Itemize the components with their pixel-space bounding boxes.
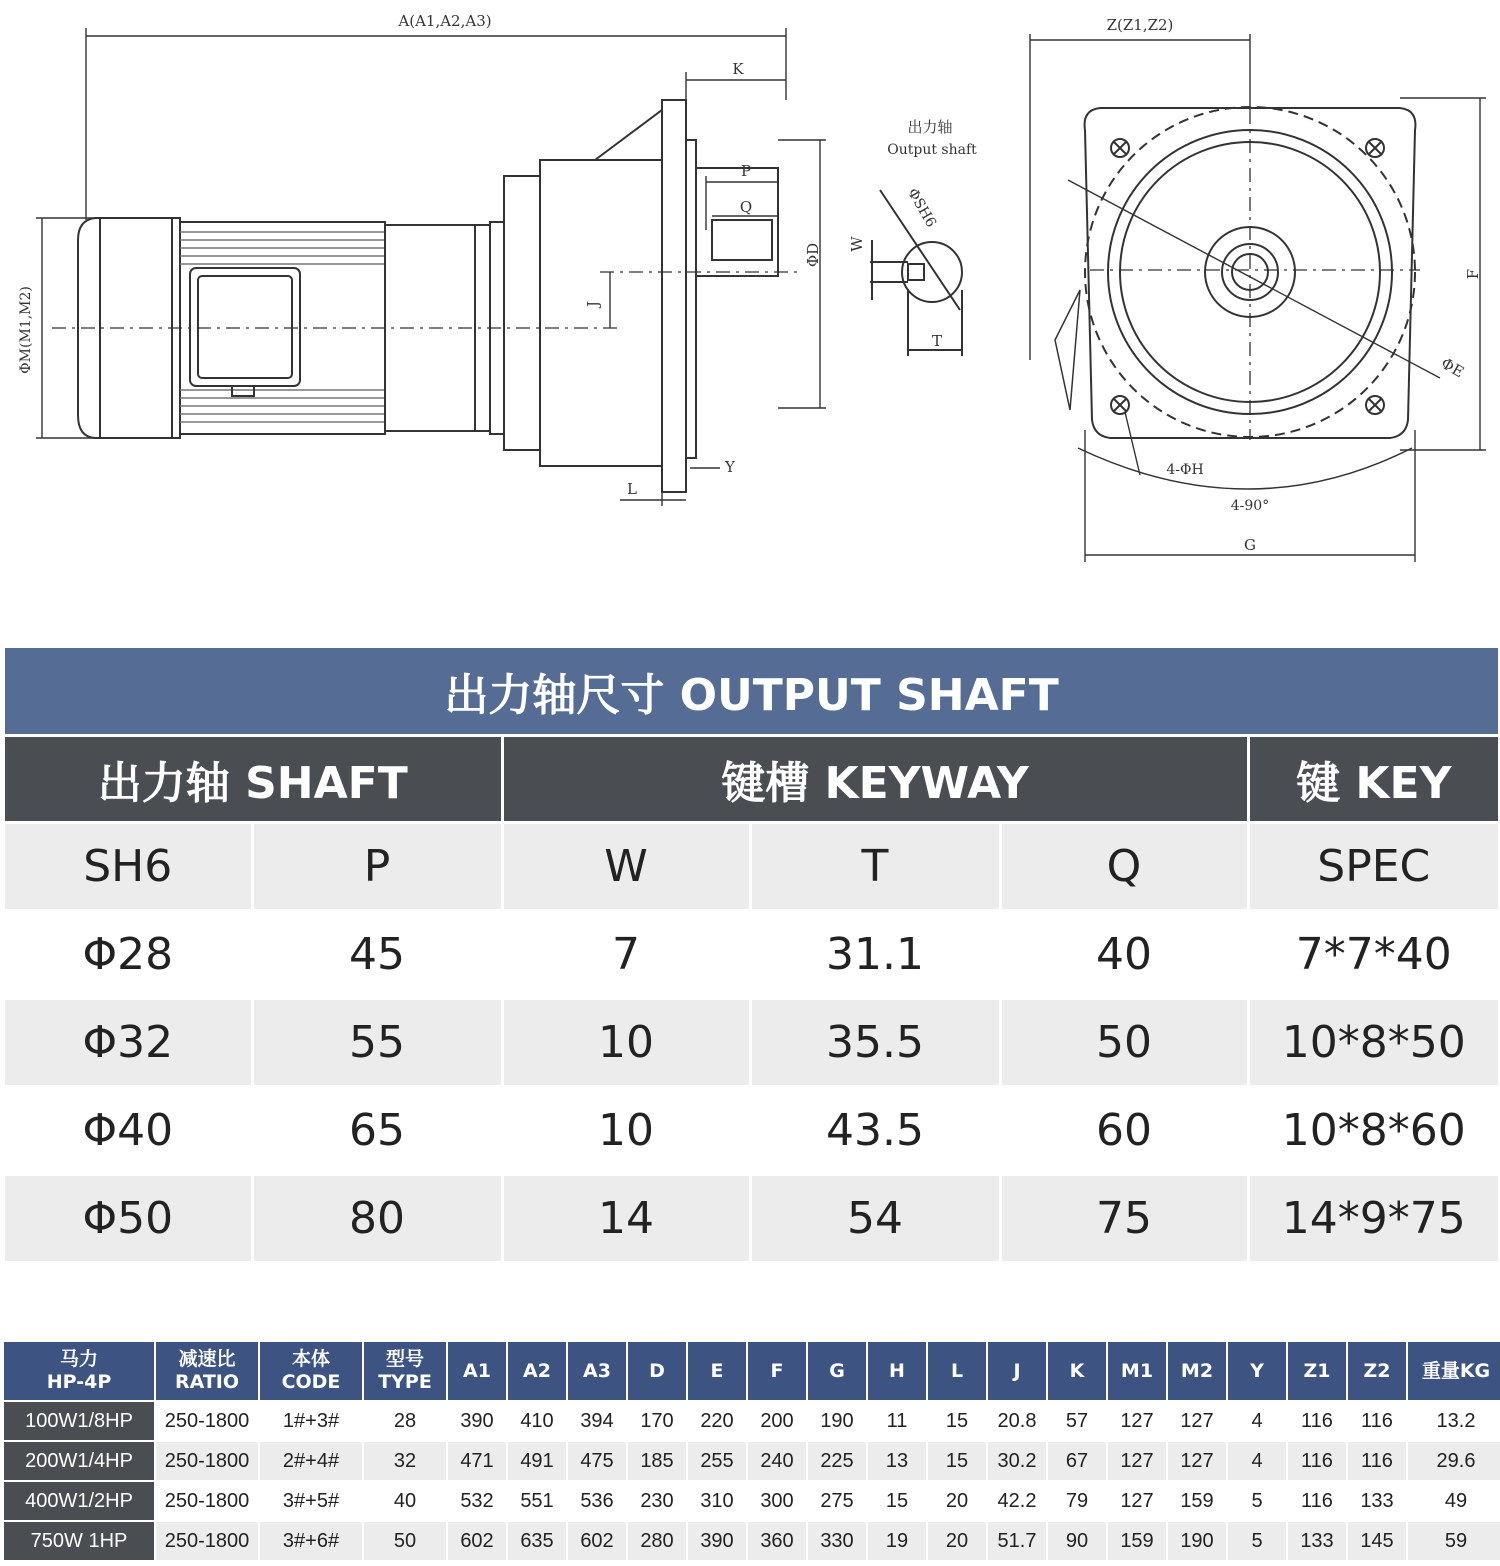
cell: 50	[1000, 999, 1248, 1087]
dim-cell: 200	[747, 1401, 807, 1441]
cell: 75	[1000, 1175, 1248, 1262]
dim-header-19	[1347, 1341, 1407, 1401]
dim-cell: 90	[1047, 1521, 1107, 1561]
dim-header-17	[1227, 1341, 1287, 1401]
dim-cell: 240	[747, 1441, 807, 1481]
dim-header-9	[747, 1341, 807, 1401]
dim-cell: 20	[927, 1521, 987, 1561]
cell: Φ50	[5, 1175, 252, 1262]
dim-cell: 471	[447, 1441, 507, 1481]
dim-cell: 127	[1167, 1441, 1227, 1481]
dimension-row	[3, 1401, 1500, 1441]
dim-cell: 360	[747, 1521, 807, 1561]
col-q: Q	[1000, 823, 1248, 911]
dim-cell: 390	[447, 1401, 507, 1441]
dim-cell: 29.6	[1407, 1441, 1500, 1481]
col-spec: SPEC	[1248, 823, 1498, 911]
dim-header-12	[927, 1341, 987, 1401]
dim-cell: 127	[1167, 1401, 1227, 1441]
hp-cell: 200W1/4HP	[3, 1441, 155, 1481]
dim-cell: 250-1800	[155, 1441, 259, 1481]
cell: Φ40	[5, 1087, 252, 1175]
cell: 7*7*40	[1248, 911, 1498, 999]
dim-header-16	[1167, 1341, 1227, 1401]
dim-cell: 491	[507, 1441, 567, 1481]
dim-cell: 127	[1107, 1481, 1167, 1521]
dim-header-en: K	[1069, 1359, 1085, 1382]
cell: 10*8*60	[1248, 1087, 1498, 1175]
dim-cell: 185	[627, 1441, 687, 1481]
dim-header-7	[627, 1341, 687, 1401]
dim-cell: 19	[867, 1521, 927, 1561]
dim-header-2	[259, 1341, 363, 1401]
dim-cell: 1#+3#	[259, 1401, 363, 1441]
label-F: F	[1464, 268, 1482, 280]
dim-cell: 390	[687, 1521, 747, 1561]
dim-cell: 475	[567, 1441, 627, 1481]
col-t: T	[750, 823, 1000, 911]
dim-header-en: L	[950, 1359, 964, 1382]
dim-header-14	[1047, 1341, 1107, 1401]
dimension-row	[3, 1481, 1500, 1521]
dim-cell: 280	[627, 1521, 687, 1561]
label-H: 4-ΦH	[1166, 462, 1204, 478]
cell: 31.1	[750, 911, 1000, 999]
label-Q: Q	[739, 198, 753, 216]
dim-header-en: Z2	[1363, 1359, 1391, 1382]
gearbox-rear	[504, 176, 540, 450]
dim-header-en: D	[649, 1359, 665, 1382]
cell: 10	[502, 1087, 750, 1175]
dim-header-15	[1107, 1341, 1167, 1401]
cell: 43.5	[750, 1087, 1000, 1175]
group-key: 键 KEY	[1248, 736, 1498, 823]
dim-cell: 116	[1347, 1401, 1407, 1441]
dim-header-20	[1407, 1341, 1500, 1401]
output-shaft-detail	[870, 190, 962, 356]
label-M: ΦM(M1,M2)	[18, 286, 34, 374]
dim-cell: 20	[927, 1481, 987, 1521]
dim-cell: 15	[927, 1441, 987, 1481]
cell: Φ32	[5, 999, 252, 1087]
dim-cell: 170	[627, 1401, 687, 1441]
dim-cell: 394	[567, 1401, 627, 1441]
shaft-boss	[1205, 227, 1295, 317]
dim-cell: 116	[1287, 1481, 1347, 1521]
dim-cell: 13.2	[1407, 1401, 1500, 1441]
cell: 35.5	[750, 999, 1000, 1087]
dim-cell: 330	[807, 1521, 867, 1561]
dim-header-13	[987, 1341, 1047, 1401]
shaft-row	[5, 1087, 1498, 1175]
cell: 14*9*75	[1248, 1175, 1498, 1262]
dim-cell: 532	[447, 1481, 507, 1521]
cell: 60	[1000, 1087, 1248, 1175]
dim-header-4	[447, 1341, 507, 1401]
dim-header-en: RATIO	[174, 1371, 240, 1393]
dim-header-cn: 马力	[59, 1348, 98, 1370]
dim-cell: 190	[1167, 1521, 1227, 1561]
dim-cell: 5	[1227, 1481, 1287, 1521]
dim-cell: 133	[1287, 1521, 1347, 1561]
cell: 65	[252, 1087, 502, 1175]
dim-cell: 225	[807, 1441, 867, 1481]
col-sh6: SH6	[5, 823, 252, 911]
label-A: A(A1,A2,A3)	[398, 12, 492, 30]
label-L: L	[627, 480, 637, 498]
dim-cell: 3#+6#	[259, 1521, 363, 1561]
dim-header-cn: 型号	[385, 1348, 424, 1370]
dim-header-cn: 减速比	[178, 1348, 236, 1370]
label-K: K	[732, 60, 744, 78]
dimension-row	[3, 1441, 1500, 1481]
dim-cell: 50	[363, 1521, 447, 1561]
label-90: 4-90°	[1230, 498, 1270, 514]
label-D: ΦD	[804, 242, 822, 268]
dim-header-en: TYPE	[378, 1371, 432, 1393]
dim-header-en: A2	[523, 1359, 551, 1382]
cell: 54	[750, 1175, 1000, 1262]
col-p: P	[252, 823, 502, 911]
dim-cell: 250-1800	[155, 1401, 259, 1441]
dim-cell: 5	[1227, 1521, 1287, 1561]
dim-header-en: M2	[1180, 1359, 1214, 1382]
dim-cell: 20.8	[987, 1401, 1047, 1441]
dim-cell: 67	[1047, 1441, 1107, 1481]
dim-cell: 602	[447, 1521, 507, 1561]
hp-cell: 750W 1HP	[3, 1521, 155, 1561]
dim-cell: 79	[1047, 1481, 1107, 1521]
cell: 45	[252, 911, 502, 999]
dim-header-11	[867, 1341, 927, 1401]
dim-cell: 220	[687, 1401, 747, 1441]
dim-cell: 49	[1407, 1481, 1500, 1521]
cell: 10	[502, 999, 750, 1087]
dim-cell: 2#+4#	[259, 1441, 363, 1481]
dimension-table	[2, 1340, 1500, 1562]
dim-cell: 230	[627, 1481, 687, 1521]
label-Y: Y	[725, 458, 735, 476]
shaft-row	[5, 911, 1498, 999]
dim-cell: 410	[507, 1401, 567, 1441]
mounting-flange	[662, 100, 686, 492]
dim-cell: 127	[1107, 1401, 1167, 1441]
dim-header-en: 重量KG	[1421, 1359, 1491, 1382]
label-G: G	[1244, 536, 1256, 554]
dim-cell: 145	[1347, 1521, 1407, 1561]
dim-cell: 3#+5#	[259, 1481, 363, 1521]
front-view	[1055, 107, 1415, 489]
dim-cell: 116	[1287, 1441, 1347, 1481]
dim-header-6	[567, 1341, 627, 1401]
dim-cell: 190	[807, 1401, 867, 1441]
label-output-shaft-cn: 出力轴	[907, 118, 953, 136]
dim-cell: 551	[507, 1481, 567, 1521]
dim-cell: 536	[567, 1481, 627, 1521]
cell: 14	[502, 1175, 750, 1262]
dim-header-18	[1287, 1341, 1347, 1401]
dim-cell: 59	[1407, 1521, 1500, 1561]
dim-cell: 602	[567, 1521, 627, 1561]
dim-cell: 40	[363, 1481, 447, 1521]
label-output-shaft-en: Output shaft	[887, 142, 977, 158]
dimension-header-row	[3, 1341, 1500, 1401]
dim-header-0	[3, 1341, 155, 1401]
dim-header-en: A1	[463, 1359, 491, 1382]
dim-cell: 15	[867, 1481, 927, 1521]
dim-cell: 42.2	[987, 1481, 1047, 1521]
pitch-circle	[1085, 107, 1415, 437]
group-shaft: 出力轴 SHAFT	[5, 736, 502, 823]
dim-cell: 15	[927, 1401, 987, 1441]
label-Z: Z(Z1,Z2)	[1106, 16, 1174, 34]
dim-header-en: A3	[583, 1359, 611, 1382]
shaft-table-title: 出力轴尺寸 OUTPUT SHAFT	[5, 648, 1498, 736]
label-W: W	[848, 236, 866, 252]
dim-cell: 159	[1167, 1481, 1227, 1521]
dim-header-en: HP-4P	[46, 1371, 112, 1393]
dim-cell: 635	[507, 1521, 567, 1561]
dim-header-en: H	[889, 1359, 905, 1382]
cell: Φ28	[5, 911, 252, 999]
col-w: W	[502, 823, 750, 911]
dim-cell: 11	[867, 1401, 927, 1441]
dim-cell: 57	[1047, 1401, 1107, 1441]
hp-cell: 400W1/2HP	[3, 1481, 155, 1521]
dim-cell: 4	[1227, 1401, 1287, 1441]
dim-header-3	[363, 1341, 447, 1401]
dim-cell: 116	[1287, 1401, 1347, 1441]
dim-header-en: CODE	[281, 1371, 341, 1393]
cell: 40	[1000, 911, 1248, 999]
dim-cell: 127	[1107, 1441, 1167, 1481]
label-E: ΦE	[1437, 354, 1468, 382]
label-T: T	[931, 332, 943, 350]
dim-header-en: G	[829, 1359, 845, 1382]
terminal-box	[190, 268, 300, 386]
label-SH6: ΦSH6	[903, 185, 939, 231]
dim-cell: 250-1800	[155, 1521, 259, 1561]
dim-cell: 32	[363, 1441, 447, 1481]
dim-cell: 275	[807, 1481, 867, 1521]
dim-cell: 28	[363, 1401, 447, 1441]
label-P: P	[740, 162, 752, 180]
dim-header-en: Y	[1250, 1359, 1264, 1382]
cell: 7	[502, 911, 750, 999]
dim-cell: 13	[867, 1441, 927, 1481]
dim-cell: 4	[1227, 1441, 1287, 1481]
dim-header-cn: 本体	[291, 1348, 330, 1370]
output-shaft-table	[5, 648, 1498, 1261]
dim-header-10	[807, 1341, 867, 1401]
hp-cell: 100W1/8HP	[3, 1401, 155, 1441]
dim-header-en: F	[770, 1359, 784, 1382]
dim-cell: 30.2	[987, 1441, 1047, 1481]
gearbox-body	[540, 160, 662, 466]
dim-header-en: Z1	[1303, 1359, 1331, 1382]
cell: 55	[252, 999, 502, 1087]
shaft-row	[5, 999, 1498, 1087]
dim-header-en: J	[1013, 1359, 1021, 1382]
dim-cell: 255	[687, 1441, 747, 1481]
label-J: J	[584, 300, 602, 308]
dimension-row	[3, 1521, 1500, 1561]
cell: 80	[252, 1175, 502, 1262]
motor-technical-drawing	[0, 0, 1500, 600]
dim-cell: 159	[1107, 1521, 1167, 1561]
dim-header-1	[155, 1341, 259, 1401]
dim-cell: 250-1800	[155, 1481, 259, 1521]
side-view	[78, 100, 778, 492]
dim-cell: 310	[687, 1481, 747, 1521]
cell: 10*8*50	[1248, 999, 1498, 1087]
shaft-row	[5, 1175, 1498, 1262]
shaft-column-headers	[5, 823, 1498, 911]
dim-header-5	[507, 1341, 567, 1401]
dim-header-8	[687, 1341, 747, 1401]
dim-header-en: M1	[1120, 1359, 1154, 1382]
dim-header-en: E	[710, 1359, 724, 1382]
dim-cell: 300	[747, 1481, 807, 1521]
dim-cell: 116	[1347, 1441, 1407, 1481]
dim-cell: 51.7	[987, 1521, 1047, 1561]
dim-cell: 133	[1347, 1481, 1407, 1521]
group-keyway: 键槽 KEYWAY	[502, 736, 1248, 823]
